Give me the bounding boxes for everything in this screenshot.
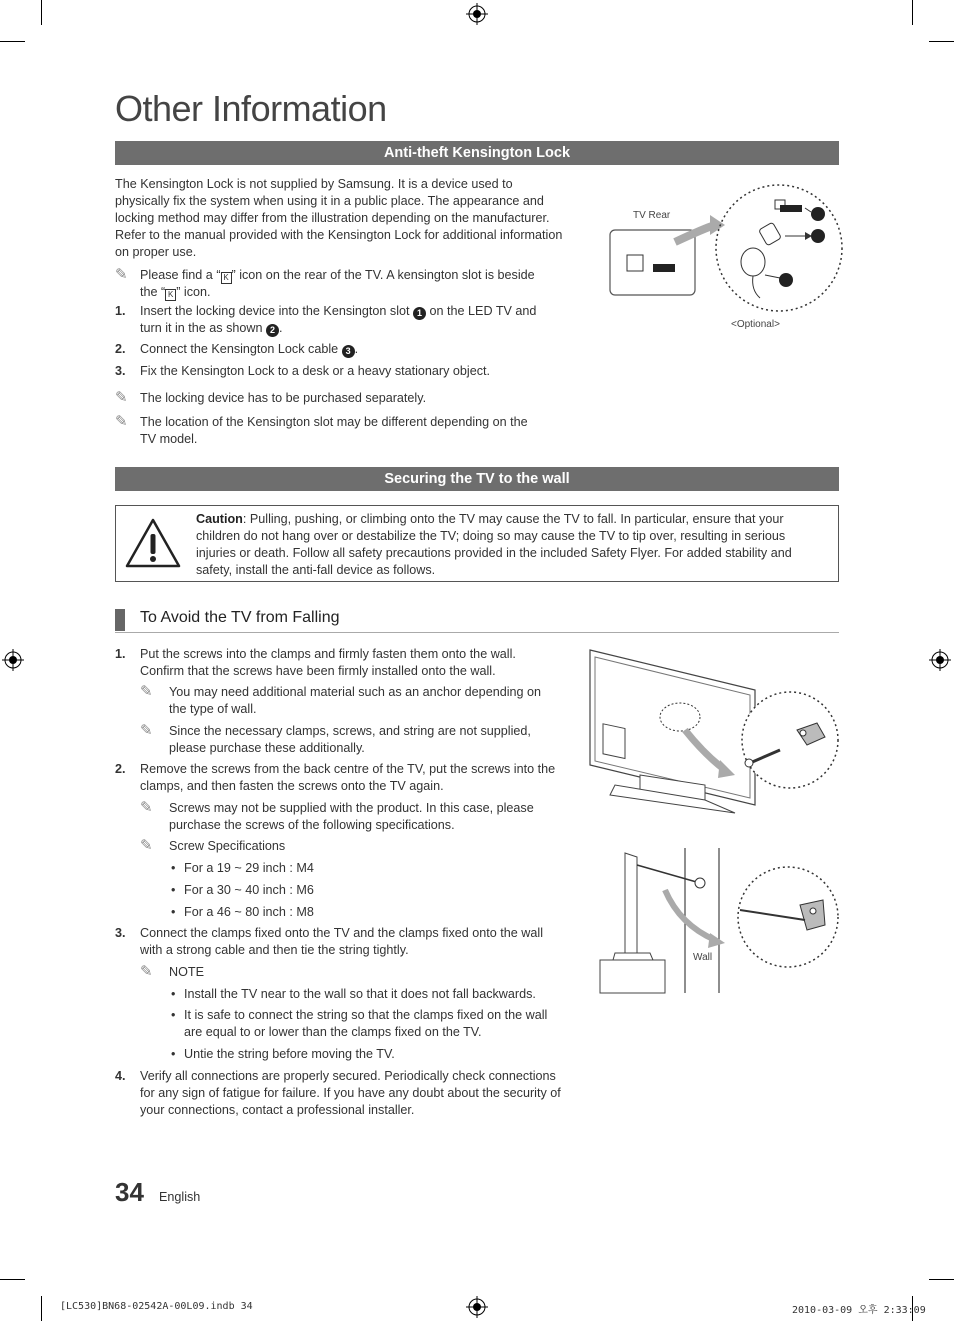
- crop-mark: [929, 41, 954, 42]
- list-item-wall-step3: 3. Connect the clamps fixed onto the TV and the clamps fixed onto the wall with a strong cable and then tie the string tightly.: [115, 926, 543, 957]
- heading-bar: [115, 609, 125, 631]
- registration-mark-icon: [466, 1296, 488, 1318]
- note-bullet: • Untie the string before moving the TV.: [171, 1047, 395, 1061]
- note-kensington-icon: ✎ Please find a “ K ” icon on the rear of the TV. A kensington slot is beside the “ K ” icon.: [115, 266, 535, 299]
- list-item-step1: 1. Insert the locking device into the Kensington slot 1 on the LED TV and turn it in the as shown 2 .: [115, 304, 537, 335]
- section-heading-kensington: Anti-theft Kensington Lock: [115, 141, 839, 165]
- registration-mark-icon: [466, 3, 488, 25]
- optional-label: <Optional>: [731, 319, 780, 330]
- spec-item: • For a 19 ~ 29 inch : M4: [171, 861, 314, 875]
- note-screw-specs: ✎ Screw Specifications: [140, 837, 286, 854]
- list-item-step2: 2. Connect the Kensington Lock cable 3 .: [115, 342, 359, 356]
- crop-mark: [929, 1279, 954, 1280]
- registration-mark-icon: [2, 649, 24, 671]
- pencil-note-icon: ✎: [115, 266, 128, 283]
- pencil-note-icon: ✎: [140, 683, 153, 700]
- footer-date: 2010-03-09 오후 2:33:09: [792, 1305, 926, 1316]
- tv-wall-string-illustration: [595, 845, 845, 995]
- kensington-intro: The Kensington Lock is not supplied by Samsung. It is a device used to physically fix the system when using it in a public place. The appearance and locking method may differ from the illustration depending on the manufacturer. Refer to the manual provided with the Kensington Lock for additional information on proper use.: [115, 177, 563, 259]
- pencil-note-icon: ✎: [140, 722, 153, 739]
- spec-item: • For a 30 ~ 40 inch : M6: [171, 883, 314, 897]
- page-title: Other Information: [115, 88, 387, 129]
- pencil-note-icon: ✎: [140, 837, 153, 854]
- pencil-note-icon: ✎: [140, 963, 153, 980]
- crop-mark: [0, 41, 25, 42]
- list-item-wall-step4: 4. Verify all connections are properly secured. Periodically check connections for any sign of fatigue for failure. If you have any doubt about the security of your connections, contact a professional installer.: [115, 1069, 561, 1117]
- tv-back-clamp-illustration: [585, 645, 845, 815]
- subheading-avoid-falling: To Avoid the TV from Falling: [115, 607, 839, 633]
- wall-label: Wall: [693, 952, 713, 963]
- kensington-lock-icon: K: [165, 289, 176, 301]
- list-item-wall-step2: 2. Remove the screws from the back centre of the TV, put the screws into the clamps, and then fasten the screws onto the TV again.: [115, 762, 556, 793]
- crop-mark: [41, 0, 42, 25]
- caution-text: Caution: Pulling, pushing, or climbing onto the TV may cause the TV to fall. In particular, ensure that your children do not hang over or destabilize the TV; doing so may cause the TV to tip over, resulting in serious injuries or death. Follow all safety precautions provided in the included Safety Flyer. For added stability and safety, install the anti-fall device as follows.: [196, 512, 792, 577]
- list-item-wall-step1: 1. Put the screws into the clamps and firmly fasten them onto the wall. Confirm that the screws have been firmly installed onto the wall.: [115, 647, 516, 678]
- registration-mark-icon: [929, 649, 951, 671]
- kensington-lock-illustration: [605, 180, 845, 315]
- crop-mark: [0, 1279, 25, 1280]
- list-item-step3: 3. Fix the Kensington Lock to a desk or a heavy stationary object.: [115, 364, 491, 378]
- note-not-supplied: ✎ Since the necessary clamps, screws, and string are not supplied, please purchase these additionally.: [140, 722, 531, 755]
- page-number: 34: [115, 1177, 144, 1207]
- kensington-lock-icon: K: [221, 272, 232, 284]
- pencil-note-icon: ✎: [115, 413, 128, 430]
- note-slot-location: ✎ The location of the Kensington slot may be different depending on the TV model.: [115, 413, 528, 446]
- caution-box: [115, 505, 839, 582]
- note-label: ✎ NOTE: [140, 963, 204, 980]
- note-purchase-separately: ✎ The locking device has to be purchased separately.: [115, 389, 427, 406]
- callout-number-1: 1: [413, 307, 426, 320]
- crop-mark: [41, 1296, 42, 1321]
- note-anchor: ✎ You may need additional material such as an anchor depending on the type of wall.: [140, 683, 542, 716]
- spec-item: • For a 46 ~ 80 inch : M8: [171, 905, 314, 919]
- note-screws-not-supplied: ✎ Screws may not be supplied with the product. In this case, please purchase the screws of the following specifications.: [140, 799, 534, 832]
- pencil-note-icon: ✎: [140, 799, 153, 816]
- page-language: English: [159, 1190, 201, 1204]
- callout-number-3: 3: [342, 345, 355, 358]
- tv-rear-label: TV Rear: [633, 210, 671, 221]
- note-bullet: • It is safe to connect the string so that the clamps fixed on the wall are equal to or lower than the clamps fixed on the TV.: [171, 1008, 548, 1039]
- note-bullet: • Install the TV near to the wall so that it does not fall backwards.: [171, 987, 536, 1001]
- pencil-note-icon: ✎: [115, 389, 128, 406]
- footer-file-info: [LC530]BN68-02542A-00L09.indb 34: [60, 1301, 253, 1312]
- crop-mark: [912, 0, 913, 25]
- section-heading-wall: Securing the TV to the wall: [115, 467, 839, 491]
- warning-triangle-icon: [124, 517, 182, 569]
- callout-number-2: 2: [266, 324, 279, 337]
